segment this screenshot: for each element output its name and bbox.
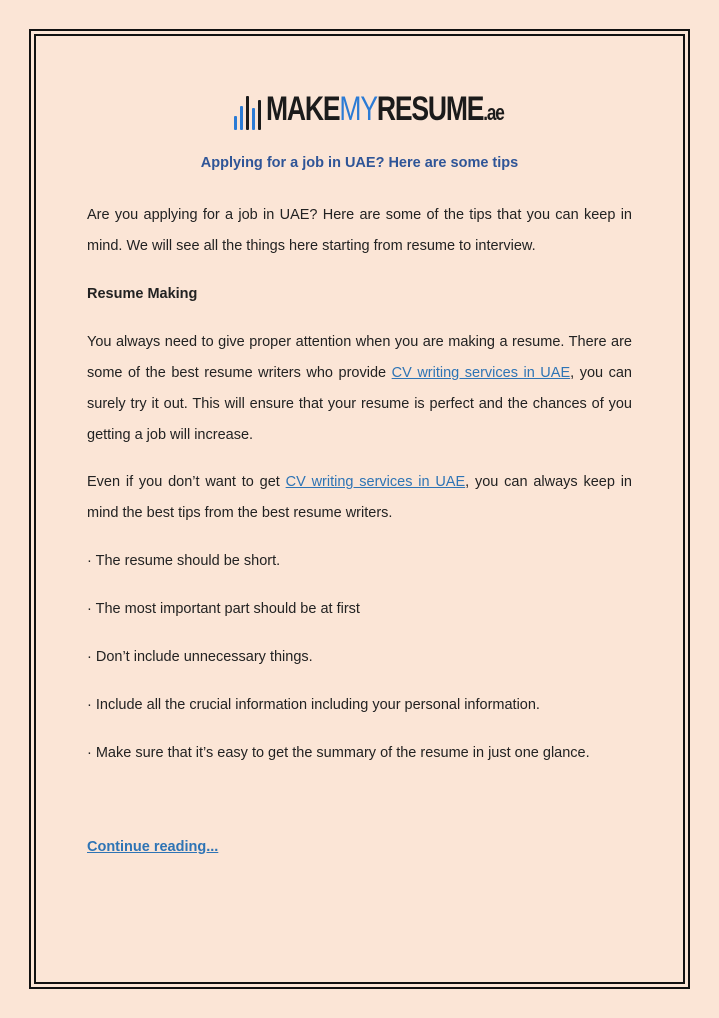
makemyresume-logo xyxy=(234,90,571,130)
continue-reading-link[interactable]: Continue reading... xyxy=(87,839,219,855)
logo-resume: RESUME xyxy=(376,90,484,128)
intro-paragraph: Are you applying for a job in UAE? Here are some of the tips that you can keep in mind. We will see all the things here starting from resume to interview. xyxy=(87,207,632,254)
paragraph-text: Even if you don’t want to get xyxy=(87,474,286,490)
logo-bar xyxy=(234,116,237,130)
logo-bar xyxy=(240,106,243,130)
tips-intro-paragraph xyxy=(87,467,632,529)
logo-bars-icon xyxy=(234,90,261,130)
paragraph-text: , you can always keep in mind the best tips from the best resume writers. xyxy=(87,474,633,521)
logo-ae: .ae xyxy=(483,100,504,125)
continue-reading-paragraph xyxy=(87,832,632,863)
logo-my: MY xyxy=(339,90,377,128)
section-heading: Resume Making xyxy=(87,286,198,302)
cv-services-link[interactable]: CV writing services in UAE xyxy=(285,474,466,490)
document-title: Applying for a job in UAE? Here are some tips xyxy=(200,155,519,171)
paragraph-text: You always need to give proper attention when you are making a resume. There are some of the best resume writers who provide xyxy=(87,334,632,381)
tip-item: · The resume should be short. xyxy=(87,553,281,569)
cv-services-link[interactable]: CV writing services in UAE xyxy=(391,365,571,381)
logo-bar xyxy=(246,96,249,130)
logo-wordmark xyxy=(266,92,504,130)
tip-item: · The most important part should be at first xyxy=(87,601,360,617)
resume-paragraph xyxy=(87,327,632,451)
logo-bar xyxy=(252,108,255,130)
tip-item: · Make sure that it’s easy to get the summary of the resume in just one glance. xyxy=(87,745,590,761)
logo-make: MAKE xyxy=(266,90,340,128)
document-body xyxy=(87,200,632,863)
logo-bar xyxy=(258,100,261,130)
paragraph-text: , you can surely try it out. This will ensure that your resume is perfect and the chances of you getting a job will increase. xyxy=(87,365,632,443)
tip-item: · Don’t include unnecessary things. xyxy=(87,649,313,665)
tip-item: · Include all the crucial information including your personal information. xyxy=(87,697,540,713)
